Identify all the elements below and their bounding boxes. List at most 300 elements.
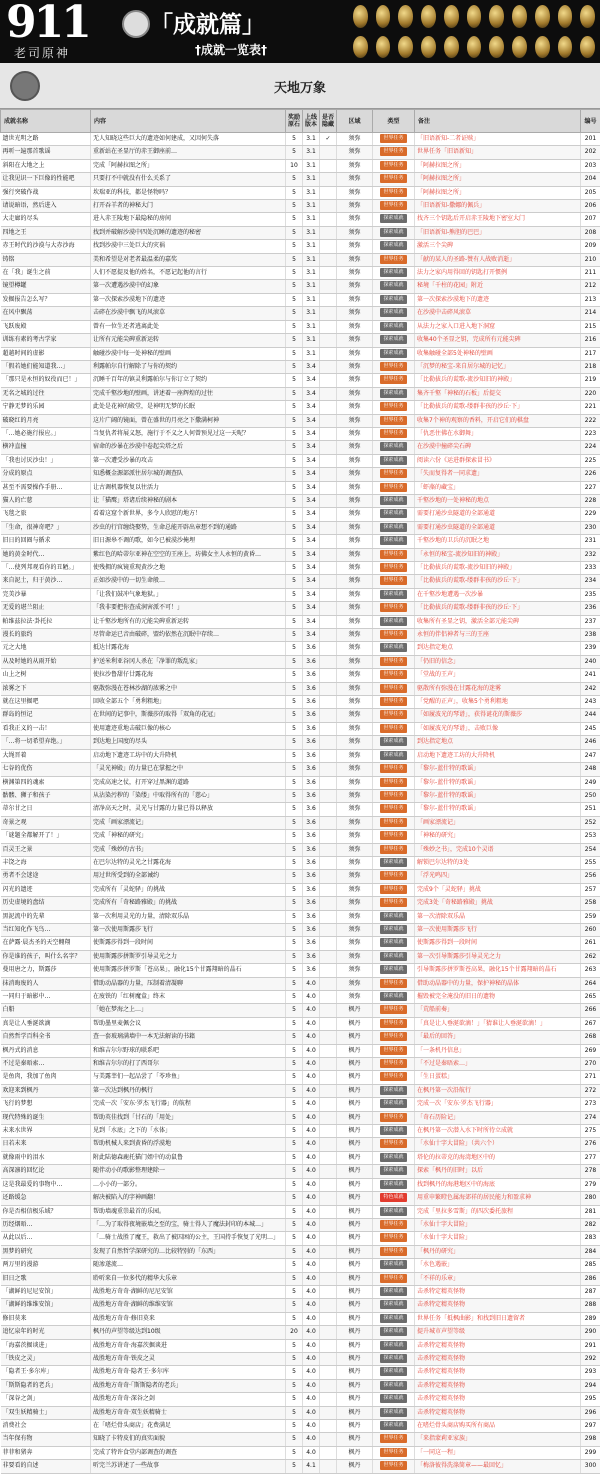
cell-reward: 5 [286, 454, 303, 467]
cell-number: 234 [581, 575, 600, 588]
cell-version: 3.4 [303, 441, 320, 454]
cell-hidden [320, 1151, 337, 1164]
type-tag: 世界任务 [380, 550, 406, 559]
cell-version: 4.0 [303, 1098, 320, 1111]
cell-region: 枫丹 [337, 1352, 373, 1365]
cell-hidden [320, 387, 337, 400]
cell-hidden [320, 240, 337, 253]
table-row [1, 575, 600, 588]
type-tag: 世界任务 [380, 416, 406, 425]
table-row [1, 200, 600, 213]
cell-number: 240 [581, 655, 600, 668]
cell-version: 3.1 [303, 307, 320, 320]
cell-note: 完成一次「安东·罗杰飞行器」 [415, 1098, 581, 1111]
cell-note: 击杀特定精英怪物 [415, 1366, 581, 1379]
cell-reward: 5 [286, 146, 303, 159]
cell-number: 268 [581, 1031, 600, 1044]
cell-hidden [320, 267, 337, 280]
cell-version: 4.0 [303, 1151, 320, 1164]
cell-region: 枫丹 [337, 1004, 373, 1017]
cell-name: 超越时间的虚影 [1, 347, 91, 360]
cell-note: 击杀特定精英怪物 [415, 1299, 581, 1312]
cell-number: 275 [581, 1125, 600, 1138]
cell-type [373, 1071, 415, 1084]
cell-name: 「我也讨厌沙虫！」 [1, 454, 91, 467]
cell-type [373, 481, 415, 494]
cell-reward: 5 [286, 1151, 303, 1164]
cell-version: 3.6 [303, 803, 320, 816]
table-row [1, 267, 600, 280]
cell-content: 沉睡千百年的镇灵利露帕尔与你订立了契约 [91, 374, 286, 387]
cell-content: 这片广阔的镜面，曾在盛世的月亮之下撒满柯神 [91, 414, 286, 427]
cell-hidden [320, 401, 337, 414]
cell-region: 须弥 [337, 267, 373, 280]
cell-note: 收集40个圣显之钥，完成所有元能尖碑 [415, 334, 581, 347]
cell-name: 当年保有物 [1, 1433, 91, 1446]
cell-reward: 5 [286, 320, 303, 333]
cell-note: 「奇石历险记」 [415, 1111, 581, 1124]
cell-reward: 5 [286, 1111, 303, 1124]
type-tag: 世界任务 [380, 804, 406, 813]
cell-region: 须弥 [337, 977, 373, 990]
type-tag: 探索成就 [380, 308, 406, 317]
cell-number: 270 [581, 1058, 600, 1071]
cell-number: 216 [581, 334, 600, 347]
cell-hidden [320, 280, 337, 293]
table-row [1, 1312, 600, 1325]
cell-hidden [320, 682, 337, 695]
cell-version: 3.4 [303, 602, 320, 615]
achievement-badge-icon [444, 36, 459, 59]
type-tag: 探索成就 [380, 536, 406, 545]
cell-number: 282 [581, 1218, 600, 1231]
cell-name: 百灵王之景 [1, 843, 91, 856]
cell-reward: 5 [286, 629, 303, 642]
table-row [1, 856, 600, 869]
cell-region: 枫丹 [337, 1299, 373, 1312]
cell-name: 日若未来 [1, 1138, 91, 1151]
table-row [1, 816, 600, 829]
cell-reward: 5 [286, 360, 303, 373]
type-tag: 世界任务 [380, 1233, 406, 1242]
cell-hidden [320, 816, 337, 829]
table-row [1, 1098, 600, 1111]
cell-version: 3.6 [303, 763, 320, 776]
cell-note: 在枫丹第一次沿航行 [415, 1084, 581, 1097]
cell-region: 须弥 [337, 897, 373, 910]
cell-note: 「如履波光的琴谱」，获得谜花的斯薇莎 [415, 709, 581, 722]
cell-version: 3.1 [303, 173, 320, 186]
cell-type [373, 669, 415, 682]
cell-number: 263 [581, 964, 600, 977]
cell-type [373, 267, 415, 280]
cell-name: 在「我」诞生之前 [1, 267, 91, 280]
cell-number: 232 [581, 548, 600, 561]
cell-name: 这是我最爱的事物中… [1, 1178, 91, 1191]
cell-number: 201 [581, 133, 600, 146]
cell-reward: 5 [286, 1138, 303, 1151]
cell-name: 「那只是永恒的奴役而已！」 [1, 374, 91, 387]
cell-region: 枫丹 [337, 1071, 373, 1084]
cell-type [373, 347, 415, 360]
cell-name: 「深谷之剑」 [1, 1393, 91, 1406]
type-tag: 世界任务 [380, 469, 406, 478]
cell-content: 让千壑沙地所有的元能尖碑重新运转 [91, 615, 286, 628]
table-row [1, 1285, 600, 1298]
cell-region: 枫丹 [337, 1285, 373, 1298]
type-tag: 世界任务 [380, 1274, 406, 1283]
cell-number: 294 [581, 1379, 600, 1392]
cell-content: 「让我们鼓冲气象地狱。」 [91, 588, 286, 601]
cell-type [373, 508, 415, 521]
table-row [1, 1178, 600, 1191]
table-row [1, 468, 600, 481]
cell-content: 在世间的记事中，斯薇莎的取得「双角的花冠」 [91, 709, 286, 722]
cell-name: 来自泥土，归于黄沙… [1, 575, 91, 588]
cell-hidden [320, 1460, 337, 1473]
cell-content: 「我非要把你查成润害派不可！」 [91, 602, 286, 615]
cell-number: 286 [581, 1272, 600, 1285]
cell-hidden [320, 374, 337, 387]
cell-note: 「荒船前奏」 [415, 1004, 581, 1017]
cell-type [373, 159, 415, 172]
cell-hidden [320, 1084, 337, 1097]
cell-type [373, 696, 415, 709]
cell-number: 257 [581, 883, 600, 896]
cell-region: 须弥 [337, 521, 373, 534]
cell-region: 须弥 [337, 334, 373, 347]
table-row [1, 1433, 600, 1446]
cell-type [373, 977, 415, 990]
cell-reward: 5 [286, 307, 303, 320]
cell-reward: 5 [286, 575, 303, 588]
cell-content: 附此陆德森鹿托猫门姐中的动鼠鲁 [91, 1151, 286, 1164]
cell-content: 宿命的沙暴在沙漠中卷起尖塔之后 [91, 441, 286, 454]
type-tag: 世界任务 [380, 161, 406, 170]
cell-note: 解锁巴尔达特的3处 [415, 856, 581, 869]
cell-number: 218 [581, 360, 600, 373]
type-tag: 探索成就 [380, 1300, 406, 1309]
achievement-badge-icon [535, 5, 550, 28]
cell-region: 须弥 [337, 401, 373, 414]
cell-version: 4.0 [303, 1111, 320, 1124]
cell-note: 在枫丹第一次潜入水下时所待立成就 [415, 1125, 581, 1138]
cell-region: 枫丹 [337, 1366, 373, 1379]
cell-note: 击杀特定精英怪物 [415, 1339, 581, 1352]
cell-name: 飞跃废殿 [1, 320, 91, 333]
cell-type [373, 830, 415, 843]
cell-type [373, 1326, 415, 1339]
type-tag: 世界任务 [380, 1113, 406, 1122]
cell-name: 未来水世界 [1, 1125, 91, 1138]
cell-region: 须弥 [337, 293, 373, 306]
table-row [1, 1218, 600, 1231]
cell-reward: 5 [286, 280, 303, 293]
table-row [1, 387, 600, 400]
cell-hidden [320, 347, 337, 360]
table-row [1, 1446, 600, 1459]
cell-note: 「不祥的乐章」 [415, 1272, 581, 1285]
cell-number: 219 [581, 374, 600, 387]
cell-content: 帮助机械人来到黄昏的浮漠地 [91, 1138, 286, 1151]
table-row [1, 334, 600, 347]
cell-version: 4.0 [303, 1071, 320, 1084]
cell-number: 277 [581, 1151, 600, 1164]
cell-hidden [320, 1312, 337, 1325]
cell-content: 找到并破解沙漠中四处沉睡的遗迹的秘密 [91, 226, 286, 239]
cell-name: 骷髅、狮子和孩子 [1, 789, 91, 802]
cell-hidden [320, 602, 337, 615]
table-row [1, 1406, 600, 1419]
type-tag: 世界任务 [380, 134, 406, 143]
cell-hidden [320, 548, 337, 561]
cell-reward: 5 [286, 588, 303, 601]
type-tag: 世界任务 [380, 1072, 406, 1081]
cell-reward: 5 [286, 1420, 303, 1433]
cell-hidden [320, 1031, 337, 1044]
cell-name: 四地之王 [1, 226, 91, 239]
cell-version: 4.0 [303, 1192, 320, 1205]
cell-reward: 5 [286, 133, 303, 146]
type-tag: 探索成就 [380, 335, 406, 344]
cell-note: 「浮光鸣四」 [415, 870, 581, 883]
cell-number: 262 [581, 950, 600, 963]
cell-note: 「党醒的正声」，收集5个勇利粗地 [415, 696, 581, 709]
cell-version: 3.4 [303, 494, 320, 507]
cell-name: 元之大地 [1, 642, 91, 655]
cell-content: 借助动晶器的力量，压制着清凝聊 [91, 977, 286, 990]
cell-hidden [320, 159, 337, 172]
col-header-reward: 奖励原石 [286, 110, 303, 133]
cell-note: 在沙漠中击碎风滚草 [415, 307, 581, 320]
cell-name: 枫丹式的消息 [1, 1044, 91, 1057]
cell-version: 4.0 [303, 1420, 320, 1433]
cell-type [373, 763, 415, 776]
cell-type [373, 937, 415, 950]
cell-note: 「比勒拔兵的谎歌-缕群非孩的沙丘·下」 [415, 602, 581, 615]
table-row [1, 401, 600, 414]
cell-region: 须弥 [337, 226, 373, 239]
table-row [1, 414, 600, 427]
cell-reward: 5 [286, 803, 303, 816]
cell-number: 230 [581, 521, 600, 534]
cell-reward: 5 [286, 1178, 303, 1191]
cell-number: 236 [581, 602, 600, 615]
cell-note: 借助动晶器中的力量，保护神秘的晶体 [415, 977, 581, 990]
cell-name: 现代特殊的诞生 [1, 1111, 91, 1124]
cell-type [373, 307, 415, 320]
cell-region: 须弥 [337, 374, 373, 387]
cell-type [373, 1017, 415, 1030]
cell-hidden [320, 977, 337, 990]
table-row [1, 883, 600, 896]
cell-note: 「水仙十字大冒险」（共六个） [415, 1138, 581, 1151]
cell-content: 让所有元能尖碑重新运转 [91, 334, 286, 347]
cell-region: 须弥 [337, 320, 373, 333]
cell-note: 阅读六份《运进群探索冒书》 [415, 454, 581, 467]
table-row [1, 226, 600, 239]
cell-hidden [320, 173, 337, 186]
cell-reward: 5 [286, 937, 303, 950]
cell-version: 3.6 [303, 883, 320, 896]
cell-note: 「生日蛋糕」 [415, 1071, 581, 1084]
cell-hidden [320, 1352, 337, 1365]
achievement-badge-icon [580, 36, 595, 59]
cell-note: 「比勒拔兵的谎歌-缕群非孩的沙丘·下」 [415, 575, 581, 588]
cell-hidden: ✓ [320, 133, 337, 146]
cell-reward: 5 [286, 1192, 303, 1205]
cell-name: 你是否相信极乐域？ [1, 1205, 91, 1218]
cell-number: 256 [581, 870, 600, 883]
cell-type [373, 146, 415, 159]
type-tag: 世界任务 [380, 1434, 406, 1443]
cell-number: 287 [581, 1285, 600, 1298]
col-header-type: 类型 [373, 110, 415, 133]
cell-type [373, 213, 415, 226]
table-row [1, 1339, 600, 1352]
cell-hidden [320, 1125, 337, 1138]
cell-hidden [320, 253, 337, 266]
table-row [1, 897, 600, 910]
cell-note: 「黎尔-蓝什特的歌谣」 [415, 803, 581, 816]
cell-content: …小小的一部分。 [91, 1178, 286, 1191]
table-row [1, 427, 600, 440]
cell-type [373, 923, 415, 936]
cell-version: 4.1 [303, 1460, 320, 1473]
cell-type [373, 1004, 415, 1017]
cell-type [373, 1406, 415, 1419]
cell-region: 须弥 [337, 736, 373, 749]
cell-number: 220 [581, 387, 600, 400]
cell-number: 213 [581, 293, 600, 306]
table-row [1, 562, 600, 575]
cell-number: 276 [581, 1138, 600, 1151]
cell-version: 3.6 [303, 964, 320, 977]
cell-name: 猫人的亡慈 [1, 494, 91, 507]
type-tag: 世界任务 [380, 1019, 406, 1028]
cell-region: 须弥 [337, 414, 373, 427]
cell-version: 4.0 [303, 1218, 320, 1231]
cell-type [373, 1098, 415, 1111]
cell-reward: 5 [286, 897, 303, 910]
cell-region: 枫丹 [337, 1151, 373, 1164]
cell-name: 奇景之观 [1, 816, 91, 829]
cell-version: 4.0 [303, 1352, 320, 1365]
cell-type [373, 1044, 415, 1057]
cell-reward: 5 [286, 226, 303, 239]
cell-hidden [320, 843, 337, 856]
cell-version: 4.0 [303, 1165, 320, 1178]
cell-hidden [320, 1044, 337, 1057]
cell-content: 旧日源皋不调的歌，如今已被漠沙掩埋 [91, 535, 286, 548]
type-tag: 世界任务 [380, 1059, 406, 1068]
type-tag: 探索成就 [380, 1408, 406, 1417]
cell-number: 295 [581, 1393, 600, 1406]
cell-reward: 5 [286, 1165, 303, 1178]
cell-type [373, 173, 415, 186]
cell-hidden [320, 454, 337, 467]
cell-version: 3.6 [303, 669, 320, 682]
cell-region: 须弥 [337, 722, 373, 735]
cell-note: 「殊妙之书」，完成10个灵谱 [415, 843, 581, 856]
type-tag: 世界任务 [380, 362, 406, 371]
type-tag: 世界任务 [380, 402, 406, 411]
cell-content: 战胜地方奇奇·深谷之剑 [91, 1393, 286, 1406]
cell-reward: 5 [286, 401, 303, 414]
cell-type [373, 468, 415, 481]
cell-content: 战胜地方奇奇·铁皮之灵 [91, 1352, 286, 1365]
cell-type [373, 615, 415, 628]
cell-note: 第一次清除双乐晶 [415, 910, 581, 923]
cell-type [373, 320, 415, 333]
cell-number: 241 [581, 669, 600, 682]
achievement-badge-icon [489, 5, 504, 28]
cell-reward: 5 [286, 548, 303, 561]
cell-type [373, 1192, 415, 1205]
cell-type [373, 991, 415, 1004]
cell-version: 3.1 [303, 133, 320, 146]
cell-number: 238 [581, 629, 600, 642]
type-tag: 探索成就 [380, 442, 406, 451]
cell-type [373, 1178, 415, 1191]
achievement-badges [350, 2, 598, 61]
cell-version: 4.0 [303, 1326, 320, 1339]
cell-version: 3.6 [303, 950, 320, 963]
cell-type [373, 441, 415, 454]
cell-hidden [320, 575, 337, 588]
cell-region: 须弥 [337, 240, 373, 253]
type-tag: 世界任务 [380, 657, 406, 666]
cell-content: 帮助墨里麦佩会议 [91, 1017, 286, 1030]
cell-type [373, 1312, 415, 1325]
table-row [1, 803, 600, 816]
cell-name: 无名之城的过往 [1, 387, 91, 400]
cell-type [373, 1084, 415, 1097]
cell-version: 4.0 [303, 1017, 320, 1030]
cell-reward: 20 [286, 1326, 303, 1339]
cell-reward: 5 [286, 562, 303, 575]
type-tag: 探索成就 [380, 1207, 406, 1216]
cell-name: 发掘报告怎么写？ [1, 293, 91, 306]
cell-number: 229 [581, 508, 600, 521]
cell-name: 遗世光明之路 [1, 133, 91, 146]
cell-version: 4.0 [303, 1393, 320, 1406]
cell-version: 3.4 [303, 548, 320, 561]
cell-content: 人们不愿提及他的姓名，不愿记起他的言行 [91, 267, 286, 280]
type-tag: 探索成就 [380, 751, 406, 760]
cell-number: 258 [581, 897, 600, 910]
cell-hidden [320, 1446, 337, 1459]
cell-name: 甚至不需要操作手册… [1, 481, 91, 494]
cell-note: 「黎尔-蓝什特的歌谣」 [415, 789, 581, 802]
type-tag: 世界任务 [380, 1247, 406, 1256]
cell-reward: 5 [286, 521, 303, 534]
type-tag: 探索成就 [380, 322, 406, 331]
cell-region: 枫丹 [337, 1058, 373, 1071]
type-tag: 世界任务 [380, 630, 406, 639]
cell-name: 七谷的优伤 [1, 763, 91, 776]
cell-content: 完成「殊妙的古书」 [91, 843, 286, 856]
cell-note: 「仍旧的信念」 [415, 655, 581, 668]
cell-name: 「湖鲜的尼尼安馆」 [1, 1285, 91, 1298]
cell-region: 须弥 [337, 803, 373, 816]
cell-content: 第一次探索沙漠地下的遗迹 [91, 293, 286, 306]
cell-content: 正如沙漠中的一切生命般… [91, 575, 286, 588]
cell-content: 当复仇者将展义怒，施行于不义之人何曾预见过这一天呢？ [91, 427, 286, 440]
cell-hidden [320, 910, 337, 923]
cell-reward: 5 [286, 1272, 303, 1285]
table-row [1, 548, 600, 561]
